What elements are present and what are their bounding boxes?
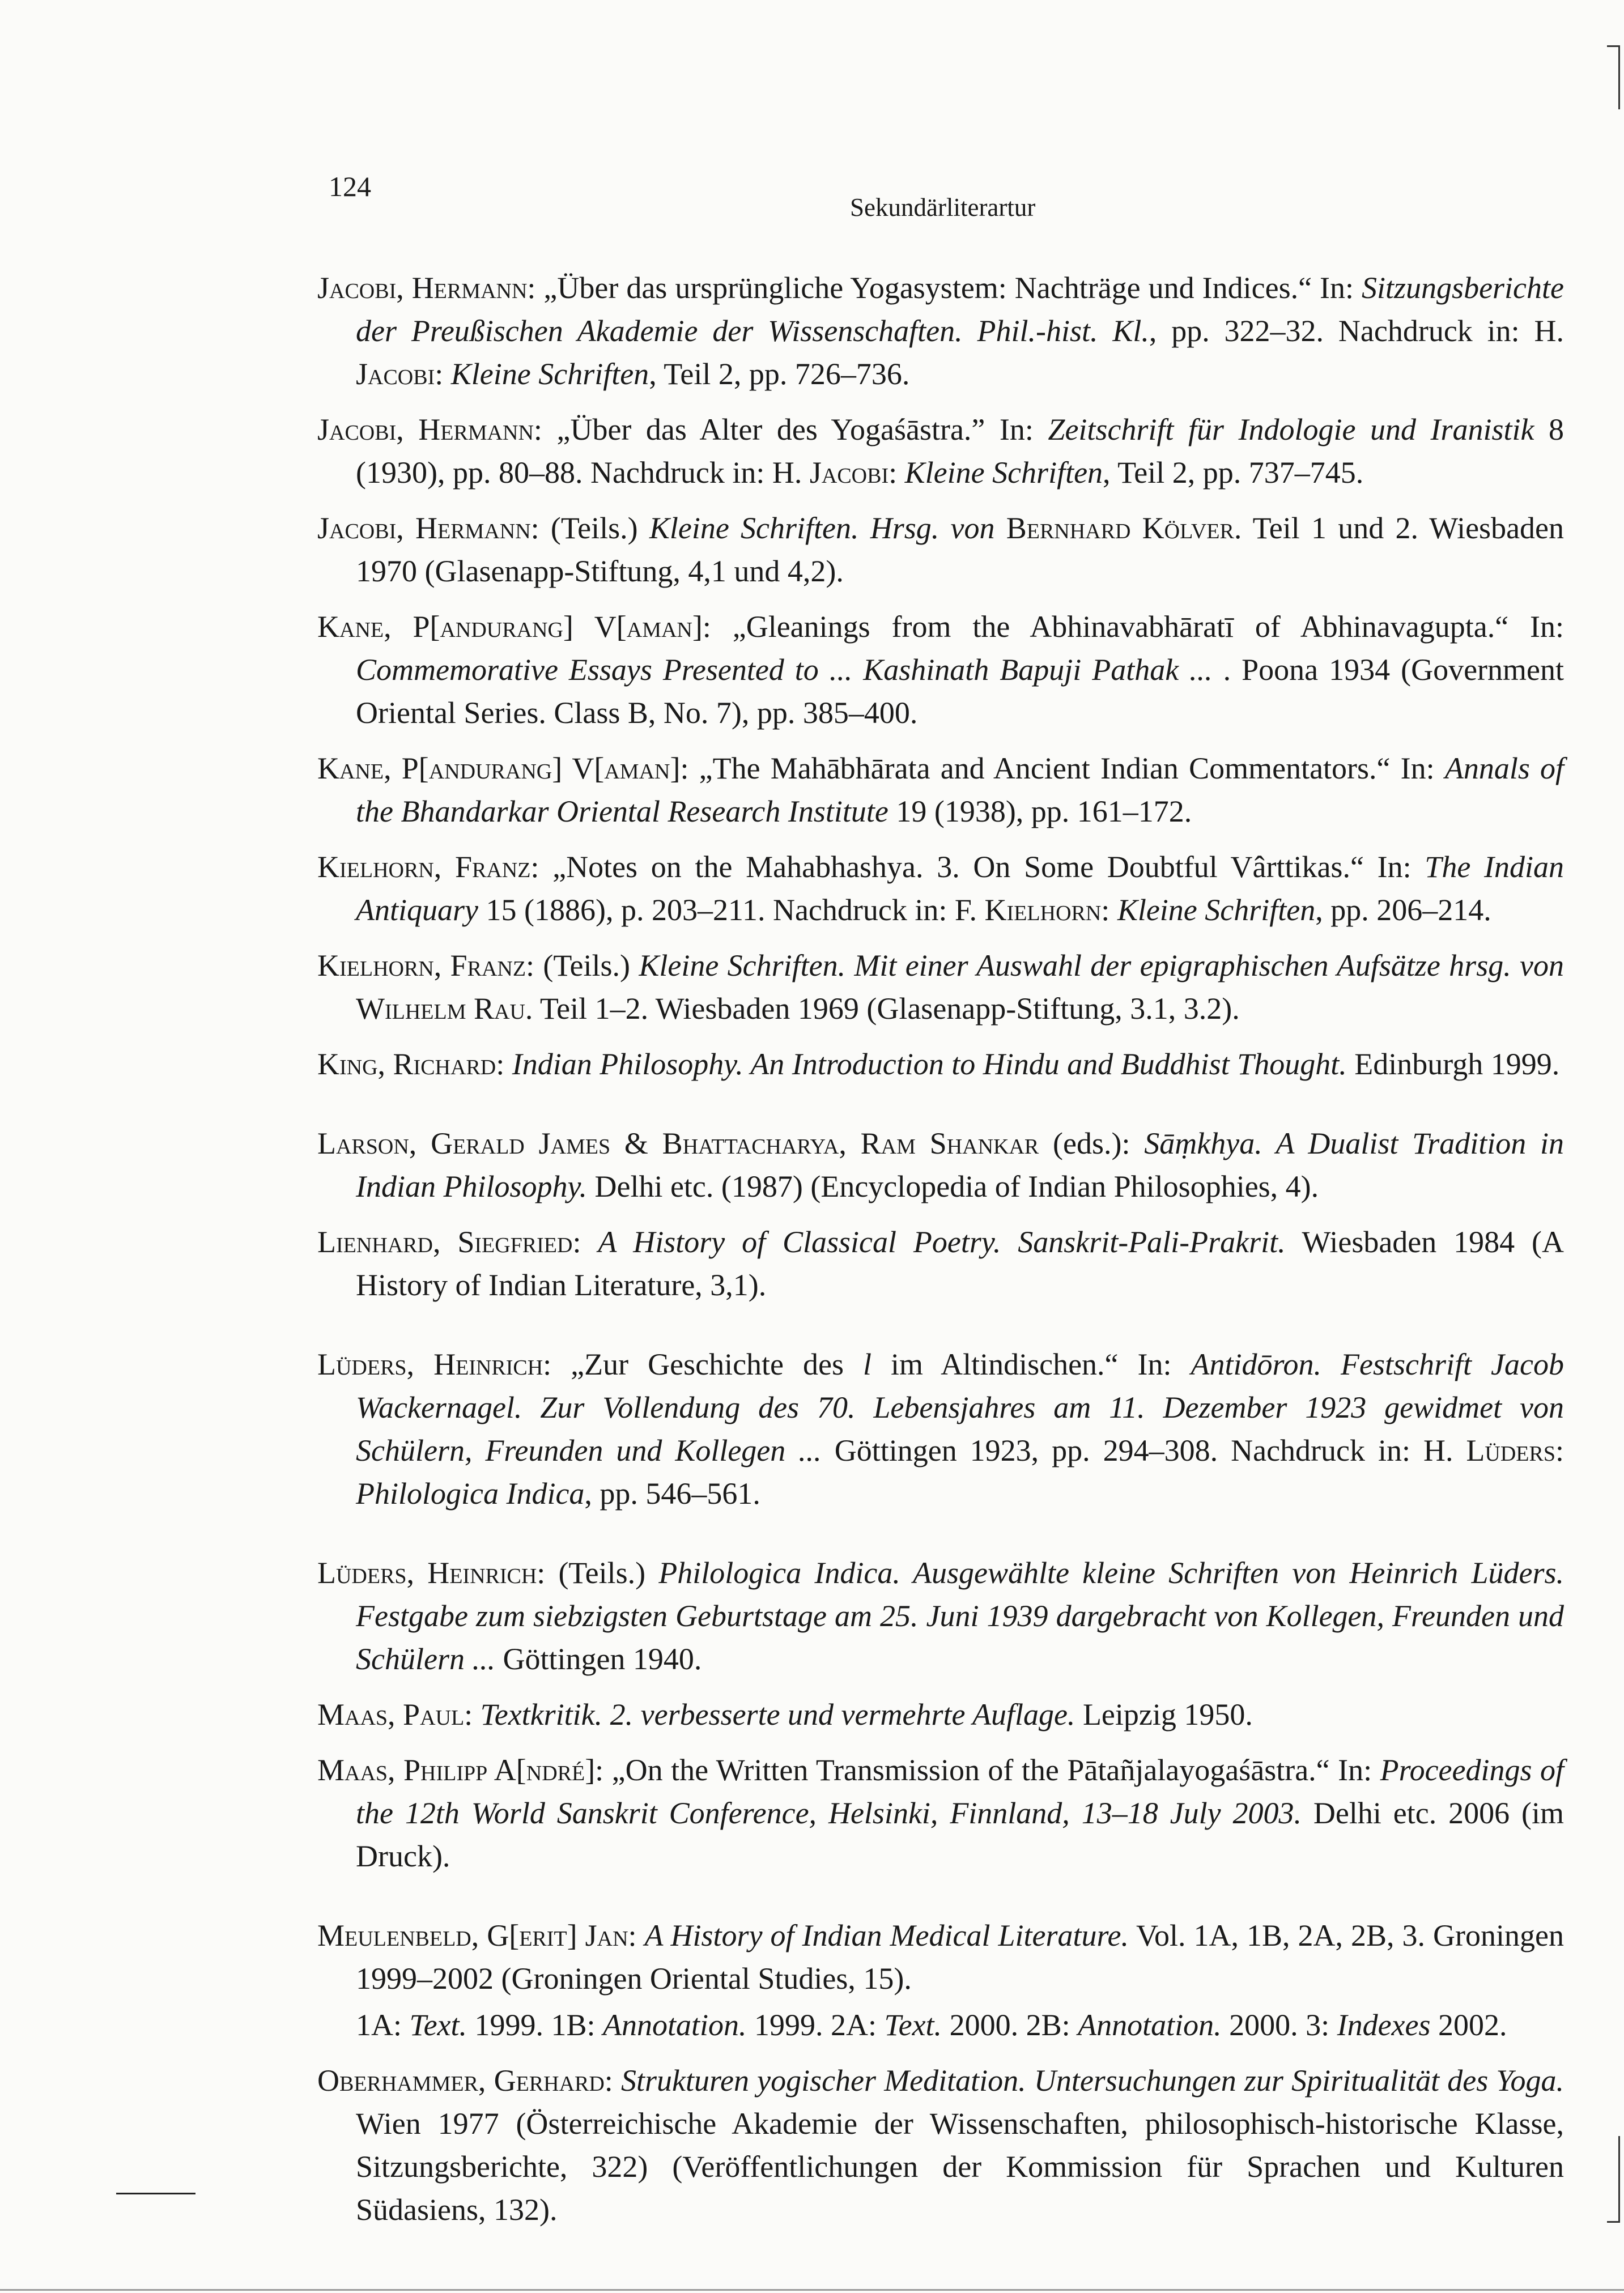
bib-text: (Teils.) bbox=[534, 948, 639, 982]
bib-title: Annotation. bbox=[1078, 2008, 1222, 2042]
bib-text: „Über das ursprüngliche Yogasystem: Nachträge und Indices.“ In: bbox=[535, 271, 1362, 305]
bib-text: Göttingen 1940. bbox=[495, 1642, 702, 1676]
bib-text: 19 (1938), pp. 161–172. bbox=[888, 794, 1192, 828]
bib-author: Lienhard, Siegfried: bbox=[317, 1225, 581, 1259]
bib-text: im Altindischen.“ In: bbox=[871, 1347, 1191, 1381]
bib-title: Antidōron. Festschrift Jacob Wackernagel. Zur Vollendung des 70. Lebensjahres am 11. Dezember 1923 gewidmet von Schülern, Freunden und Kollegen ... bbox=[356, 1347, 1564, 1467]
scan-edge-mark-bottom bbox=[1607, 2136, 1620, 2223]
bib-author: Maas, Philipp A[ndré]: bbox=[317, 1753, 604, 1787]
bib-title: Kleine Schriften bbox=[450, 357, 649, 391]
bibliography-list bbox=[317, 266, 1564, 2244]
bib-entry bbox=[317, 1693, 1564, 1736]
bib-title: Philologica Indica. Ausgewählte kleine Schriften von Heinrich Lüders. Festgabe zum siebzigsten Geburtstage am 25. Juni 1939 dargebracht von Kollegen, Freunden und Schülern ... bbox=[356, 1556, 1564, 1676]
bib-author: Lüders, Heinrich: bbox=[317, 1347, 552, 1381]
bib-text: . Teil 1–2. Wiesbaden 1969 (Glasenapp-Stiftung, 3.1, 3.2). bbox=[525, 992, 1240, 1026]
bib-entry bbox=[317, 408, 1564, 494]
bib-text: (Teils.) bbox=[539, 511, 649, 545]
bib-entry bbox=[317, 605, 1564, 734]
bib-entry bbox=[317, 2059, 1564, 2231]
bib-author: Jacobi, Hermann: bbox=[317, 412, 542, 446]
bib-title: A History of Classical Poetry. Sanskrit-Pali-Prakrit. bbox=[598, 1225, 1286, 1259]
bib-text: Wiesbaden 1984 (A History of Indian Literature, 3,1). bbox=[356, 1225, 1564, 1302]
bib-author-ref: Jacobi bbox=[356, 357, 435, 391]
bib-entry bbox=[317, 1122, 1564, 1208]
page-bottom-edge bbox=[0, 2289, 1624, 2291]
bib-author: Jacobi, Hermann: bbox=[317, 271, 536, 305]
bib-text: . Poona 1934 (Government Oriental Series. Class B, No. 7), pp. 385–400. bbox=[356, 653, 1564, 730]
bib-author-ref: Jacobi bbox=[809, 456, 889, 490]
bib-text bbox=[473, 1698, 481, 1732]
bib-title: The Indian Antiquary bbox=[356, 850, 1564, 927]
bib-text: Vol. 1A, 1B, 2A, 2B, 3. Groningen 1999–2002 (Groningen Oriental Studies, 15). bbox=[356, 1918, 1564, 1996]
bib-text: 1A: bbox=[356, 2008, 410, 2042]
bib-text: (eds.): bbox=[1039, 1126, 1145, 1160]
bib-author: Larson, Gerald James & Bhattacharya, Ram Shankar bbox=[317, 1126, 1039, 1160]
bib-author: Kane, P[andurang] V[aman]: bbox=[317, 610, 711, 644]
bib-text: , Teil 2, pp. 726–736. bbox=[649, 357, 910, 391]
bib-text: 2000. 2B: bbox=[942, 2008, 1078, 2042]
bib-title: A History of Indian Medical Literature. bbox=[644, 1918, 1129, 1952]
bib-entry bbox=[317, 1749, 1564, 1878]
bib-text: „Über das Alter des Yogaśāstra.” In: bbox=[542, 412, 1048, 446]
bib-text: Delhi etc. (1987) (Encyclopedia of Indian Philosophies, 4). bbox=[586, 1169, 1319, 1203]
bib-author: Meulenbeld, G[erit] Jan: bbox=[317, 1918, 637, 1952]
bib-editor: Wilhelm Rau bbox=[356, 992, 525, 1026]
bib-title: Kleine Schriften bbox=[904, 456, 1103, 490]
bib-title: Strukturen yogischer Meditation. Untersuchungen zur Spiritualität des Yoga. bbox=[620, 2064, 1565, 2098]
bib-author: Kane, P[andurang] V[aman]: bbox=[317, 751, 689, 785]
bib-entry bbox=[317, 944, 1564, 1030]
bib-text: 1999. 1B: bbox=[467, 2008, 603, 2042]
bib-text: . Teil 1 und 2. Wiesbaden 1970 (Glasenapp-Stiftung, 4,1 und 4,2). bbox=[356, 511, 1565, 588]
bib-entry bbox=[317, 266, 1564, 395]
running-head: Sekundärliterartur bbox=[850, 193, 1036, 222]
bib-text: 2000. 3: bbox=[1221, 2008, 1337, 2042]
bib-title: Sāṃkhya. A Dualist Tradition in Indian Philosophy. bbox=[356, 1126, 1565, 1203]
bib-title: Kleine Schriften. Hrsg. von bbox=[649, 511, 995, 545]
footnote-rule bbox=[116, 2193, 195, 2194]
bib-text: (Teils.) bbox=[545, 1556, 659, 1590]
bib-title: Textkritik. 2. verbesserte und vermehrte Auflage. bbox=[480, 1698, 1075, 1732]
bib-text: , pp. 546–561. bbox=[584, 1477, 760, 1511]
bib-author: Kielhorn, Franz: bbox=[317, 850, 539, 884]
bib-text: : bbox=[888, 456, 905, 490]
bib-author: King, Richard: bbox=[317, 1047, 505, 1081]
bib-text bbox=[504, 1047, 512, 1081]
bib-title: Proceedings of the 12th World Sanskrit Conference, Helsinki, Finnland, 13–18 July 2003. bbox=[356, 1753, 1564, 1830]
bib-title: Text. bbox=[409, 2008, 467, 2042]
bib-text: 15 (1886), p. 203–211. Nachdruck in: F. bbox=[478, 893, 985, 927]
bib-text: „The Mahābhārata and Ancient Indian Commentators.“ In: bbox=[688, 751, 1445, 785]
bib-entry bbox=[317, 1914, 1564, 2000]
bib-text: Leipzig 1950. bbox=[1075, 1698, 1253, 1732]
bib-term: l bbox=[863, 1347, 872, 1381]
bib-text: : bbox=[1101, 893, 1117, 927]
bib-text: 2002. bbox=[1430, 2008, 1507, 2042]
bib-author: Oberhammer, Gerhard: bbox=[317, 2064, 613, 2098]
bib-title: Text. bbox=[884, 2008, 942, 2042]
bib-entry bbox=[317, 1220, 1564, 1307]
bib-author: Jacobi, Hermann: bbox=[317, 511, 539, 545]
bib-author: Maas, Paul: bbox=[317, 1698, 473, 1732]
bib-text: „Notes on the Mahabhashya. 3. On Some Doubtful Vârttikas.“ In: bbox=[539, 850, 1425, 884]
bib-entry bbox=[317, 1043, 1564, 1086]
bib-text: „Gleanings from the Abhinavabhāratī of Abhinavagupta.“ In: bbox=[711, 610, 1565, 644]
bib-text bbox=[613, 2064, 621, 2098]
bib-title: Philologica Indica bbox=[356, 1477, 585, 1511]
bib-title: Kleine Schriften. Mit einer Auswahl der epigraphischen Aufsätze hrsg. von bbox=[639, 948, 1564, 982]
bib-text: : bbox=[1555, 1433, 1564, 1467]
bib-text bbox=[994, 511, 1006, 545]
bib-text: , pp. 206–214. bbox=[1315, 893, 1491, 927]
bib-text: „On the Written Transmission of the Pātañjalayogaśāstra.“ In: bbox=[603, 1753, 1380, 1787]
bib-title: Commemorative Essays Presented to ... Kashinath Bapuji Pathak ... bbox=[356, 653, 1213, 687]
bib-editor: Bernhard Kölver bbox=[1006, 511, 1234, 545]
bib-text: Göttingen 1923, pp. 294–308. Nachdruck in: H. bbox=[821, 1433, 1466, 1467]
bib-text: „Zur Geschichte des bbox=[551, 1347, 864, 1381]
bib-text bbox=[581, 1225, 598, 1259]
bib-title: Annals of the Bhandarkar Oriental Research Institute bbox=[356, 751, 1564, 828]
bib-text: Wien 1977 (Österreichische Akademie der Wissenschaften, philosophisch-historische Klasse, Sitzungsberichte, 322) (Veröffentlichungen der Kommission für Sprachen und Kulturen Südasiens, 132). bbox=[356, 2107, 1564, 2227]
bib-text: , pp. 322–32. Nachdruck in: H. bbox=[1149, 314, 1564, 348]
bib-text: Edinburgh 1999. bbox=[1346, 1047, 1560, 1081]
bib-text: : bbox=[435, 357, 451, 391]
bib-title: Indian Philosophy. An Introduction to Hindu and Buddhist Thought. bbox=[512, 1047, 1347, 1081]
bib-text: , Teil 2, pp. 737–745. bbox=[1103, 456, 1364, 490]
bib-text: 1999. 2A: bbox=[746, 2008, 885, 2042]
bib-entry bbox=[317, 1551, 1564, 1681]
bib-author: Lüders, Heinrich: bbox=[317, 1556, 546, 1590]
bib-entry-subline bbox=[317, 2003, 1564, 2047]
scan-edge-mark-top bbox=[1607, 45, 1620, 109]
bib-author-ref: Kielhorn bbox=[984, 893, 1102, 927]
bib-author: Kielhorn, Franz: bbox=[317, 948, 535, 982]
bib-text: Delhi etc. 2006 (im Druck). bbox=[356, 1796, 1564, 1873]
bib-author-ref: Lüders bbox=[1466, 1433, 1555, 1467]
page-number: 124 bbox=[329, 171, 371, 202]
bib-entry bbox=[317, 1343, 1564, 1515]
bib-title: Annotation. bbox=[603, 2008, 747, 2042]
bib-title: Indexes bbox=[1337, 2008, 1431, 2042]
bib-entry bbox=[317, 507, 1564, 593]
bib-text: 8 (1930), pp. 80–88. Nachdruck in: H. bbox=[356, 412, 1565, 490]
bib-text bbox=[637, 1918, 645, 1952]
bib-entry bbox=[317, 845, 1564, 931]
bib-title: Sitzungsberichte der Preußischen Akademie der Wissenschaften. Phil.-hist. Kl. bbox=[356, 271, 1564, 348]
bib-entry bbox=[317, 747, 1564, 833]
bib-title: Zeitschrift für Indologie und Iranistik bbox=[1048, 412, 1534, 446]
bib-title: Kleine Schriften bbox=[1117, 893, 1316, 927]
